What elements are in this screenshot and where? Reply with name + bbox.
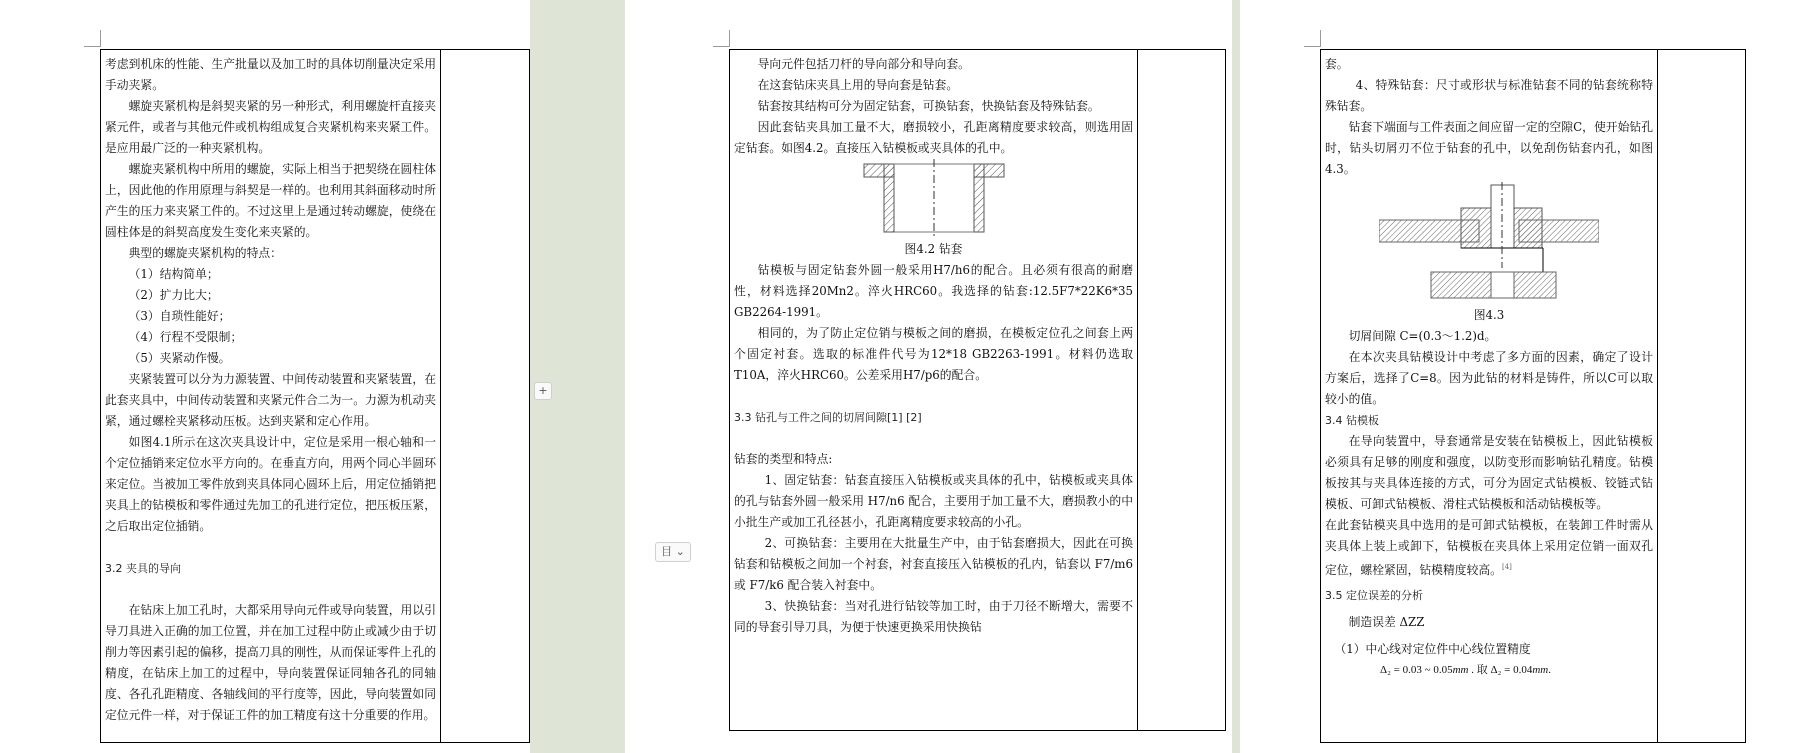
paragraph: 典型的螺旋夹紧机构的特点： [128, 246, 282, 260]
list-item: （1）结构简单； [128, 267, 219, 281]
paragraph: 钻模板与固定钻套外圆一般采用H7/h6的配合。且必须有很高的耐磨性，材料选择20Mn2。淬火HRC60。我选择的钻套:12.5F7*22K6*35 GB2264-1991。 [734, 263, 1133, 319]
formula: Δ₂ = 0.03 ~ 0.05mm . 取 Δ₂ = 0.04mm. [1380, 663, 1551, 676]
section-heading-3-3: 3.3 钻孔与工件之间的切屑间隙[1] [2] [734, 411, 922, 424]
document-page-2 [625, 0, 1232, 753]
section-heading-3-5: 3.5 定位误差的分析 [1325, 588, 1423, 602]
list-item: （1）中心线对定位件中心线位置精度 [1334, 641, 1531, 656]
paragraph: 导向元件包括刀杆的导向部分和导向套。 [757, 57, 970, 71]
paragraph: 钻套的类型和特点: [734, 452, 833, 466]
page-gutter [530, 0, 625, 753]
list-item: （3）自琐性能好； [128, 309, 231, 323]
figure-caption: 图4.3 [1473, 308, 1505, 322]
paragraph: 在本次夹具钻模设计中考虑了多方面的因素，确定了设计方案后，选择了C=8。因为此钻的材料是铸件，所以C可以取较小的值。 [1325, 350, 1653, 406]
list-item: （4）行程不受限制； [128, 330, 243, 344]
citation-ref[interactable]: [4] [1501, 563, 1512, 571]
paragraph: 钻套按其结构可分为固定钻套，可换钻套，快换钻套及特殊钻套。 [757, 99, 1100, 113]
add-icon[interactable]: + [534, 382, 552, 400]
document-page-3 [1240, 0, 1795, 753]
paragraph: 在这套钻床夹具上用的导向套是钻套。 [757, 78, 959, 92]
chevron-down-icon: ⌄ [675, 545, 685, 558]
paragraph: 螺旋夹紧机构中所用的螺旋，实际上相当于把契绕在圆柱体上，因此他的作用原理与斜契是一样的。也利用其斜面移动时所产生的压力来夹紧工件的。不过这里上是通过转动螺旋，使绕在圆柱体是的斜契高度发生变化来夹紧的。 [105, 162, 436, 239]
paragraph: 制造误差 ΔZZ [1348, 614, 1425, 629]
paragraph: 切屑间隙 C=(0.3～1.2)d。 [1348, 329, 1497, 343]
crop-mark [713, 30, 730, 47]
paragraph: 套。 [1325, 57, 1349, 71]
paragraph: 钻套下端面与工件表面之间应留一定的空隙C，使开始钻孔时，钻头切屑刃不位于钻套的孔中，以免刮伤钻套内孔，如图4.3。 [1325, 120, 1653, 176]
text-column [730, 50, 1138, 730]
list-item: 4、特殊钻套：尺寸或形状与标准钻套不同的钻套统称特殊钻套。 [1325, 78, 1653, 113]
section-heading-3-2: 3.2 夹具的导向 [105, 562, 181, 575]
paragraph: 在钻床上加工孔时，大都采用导向元件或导向装置，用以引导刀具进入正确的加工位置，并在加工过程中防止或减少由于切削力等因素引起的偏移，提高刀具的刚性，从而保证零件上孔的精度，在钻床上加工的过程中，导向装置保证同轴各孔的同轴度、各孔孔距精度、各轴线间的平行度等，因此，导向装置如同定位元件一样，对于保证工件的加工精度有这十分重要的作用。 [105, 603, 436, 722]
page-gutter [1232, 0, 1240, 753]
document-page-1 [0, 0, 530, 753]
text-column [101, 50, 441, 742]
paragraph: 如图4.1所示在这次夹具设计中，定位是采用一根心轴和一个定位插销来定位水平方向的。在垂直方向，用两个同心半圆环来定位。当被加工零件放到夹具体同心圆环上后，用定位插销把夹具上的钻模板和零件通过先加工的孔进行定位，把压板压紧，之后取出定位插销。 [105, 435, 436, 533]
list-item: 1、固定钻套：钻套直接压入钻模板或夹具体的孔中，钻模板或夹具体的孔与钻套外圆一般采用 H7/n6 配合，主要用于加工量不大，磨损教小的中小批生产或加工孔径甚小，孔距离精度要求较高的小孔。 [734, 473, 1133, 529]
page-frame [729, 49, 1226, 731]
layout-options-button[interactable] [655, 542, 691, 562]
list-item: （5）夹紧动作慢。 [128, 351, 231, 365]
page-frame [1320, 49, 1746, 743]
drilling-clearance-figure [1379, 180, 1599, 305]
paragraph: 相同的，为了防止定位销与模板之间的磨损，在模板定位孔之间套上两个固定衬套。选取的标准件代号为12*18 GB2263-1991。材料仍选取T10A，淬火HRC60。公差采用H7/p6的配合。 [734, 326, 1133, 382]
list-item: 2、可换钻套：主要用在大批量生产中，由于钻套磨损大，因此在可换钻套和钻模板之间加一个衬套，衬套直接压入钻模板的孔内，钻套以 F7/m6 或 F7/k6 配合装入衬套中。 [734, 536, 1133, 592]
text-column [1321, 50, 1658, 742]
figure-caption: 图4.2 钻套 [904, 242, 963, 256]
list-item: （2）扩力比大； [128, 288, 219, 302]
paragraph: 因此套钻夹具加工量不大，磨损较小，孔距离精度要求较高，则选用固定钻套。如图4.2。直接压入钻模板或夹具体的孔中。 [734, 120, 1133, 155]
section-heading-3-4: 3.4 钻模板 [1325, 414, 1379, 427]
drill-bushing-figure [859, 159, 1009, 239]
paragraph: 夹紧装置可以分为力源装置、中间传动装置和夹紧装置，在此套夹具中，中间传动装置和夹紧元件合二为一。力源为机动夹紧，通过螺栓夹紧移动压板。达到夹紧和定心作用。 [105, 372, 436, 428]
paragraph: 考虑到机床的性能、生产批量以及加工时的具体切削量决定采用手动夹紧。 [105, 57, 436, 92]
paragraph: 在此套钻模夹具中选用的是可卸式钻模板，在装卸工件时需从夹具体上装上或卸下，钻模板在夹具体上采用定位销一面双孔定位，螺栓紧固，钻模精度较高。[4] [1325, 518, 1653, 577]
crop-mark [84, 30, 101, 47]
paragraph: 螺旋夹紧机构是斜契夹紧的另一种形式，利用螺旋杆直接夹紧元件，或者与其他元件或机构组成复合夹紧机构来夹紧工件。是应用最广泛的一种夹紧机构。 [105, 99, 436, 155]
page-frame [100, 49, 530, 743]
layout-icon: 目 [661, 545, 673, 558]
crop-mark [1304, 30, 1321, 47]
paragraph: 在导向装置中，导套通常是安装在钻模板上，因此钻模板必须具有足够的刚度和强度，以防变形而影响钻孔精度。钻模板按其与夹具体连接的方式，可分为固定式钻模板、铰链式钻模板、可卸式钻模板、滑柱式钻模板和活动钻模板等。 [1325, 434, 1653, 511]
list-item: 3、快换钻套：当对孔进行钻铰等加工时，由于刀径不断增大，需要不同的导套引导刀具，为便于快速更换采用快换钻 [734, 599, 1133, 634]
